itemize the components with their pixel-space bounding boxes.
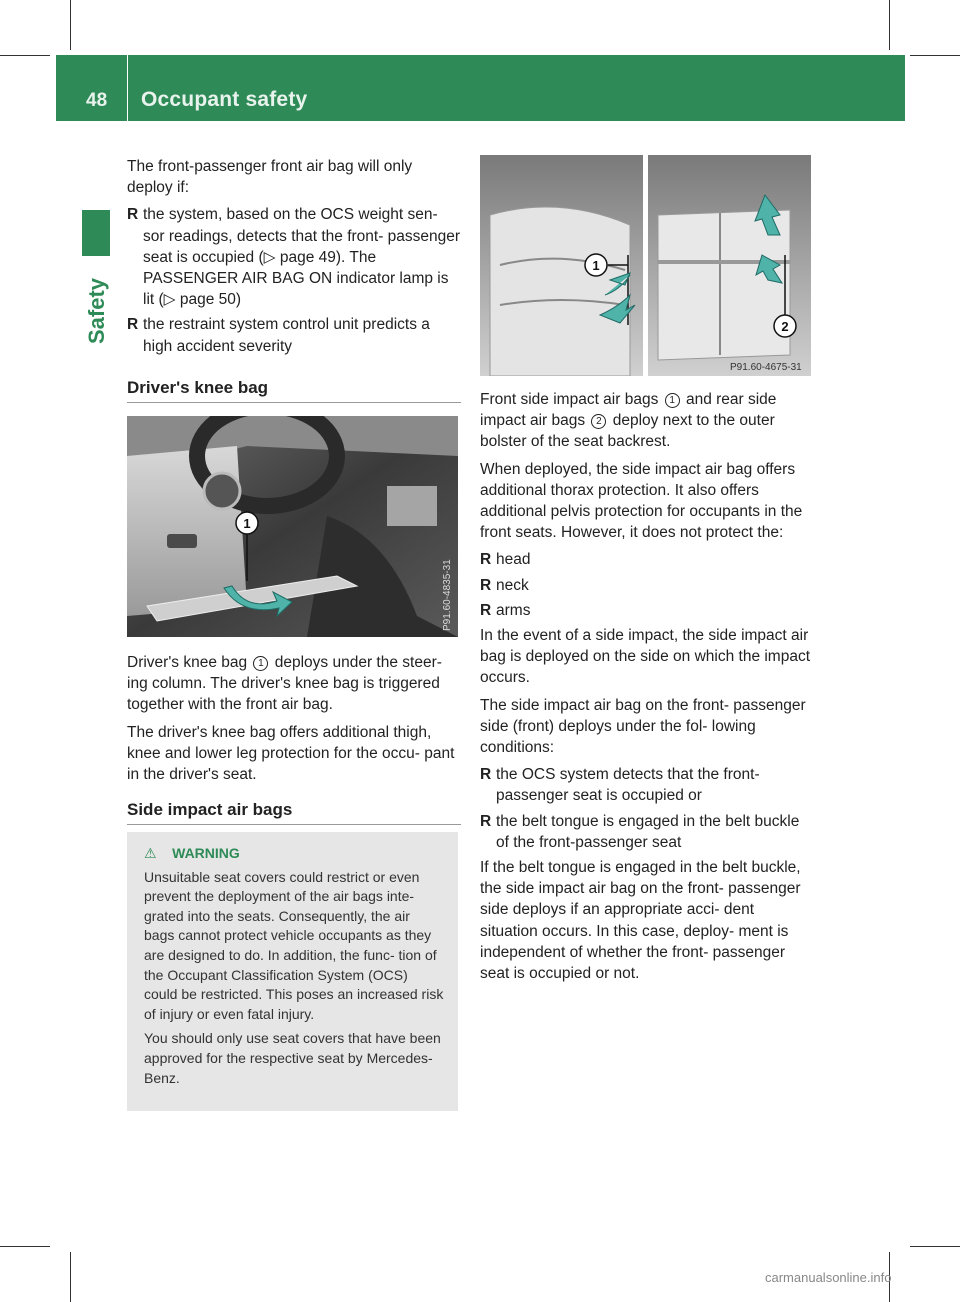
left-column-lower (127, 652, 461, 825)
header-divider (127, 55, 128, 121)
left-column (127, 156, 461, 403)
callout-ref-2: 2 (591, 414, 606, 429)
photo-code: P91.60-4675-31 (730, 362, 802, 373)
list-item: R the OCS system detects that the front- passenger seat is occupied or (480, 766, 760, 805)
list-item: R the belt tongue is engaged in the belt buckle of the front-passenger seat (480, 812, 800, 851)
warning-box (127, 832, 458, 1111)
callout-ref-1: 1 (253, 656, 268, 671)
knee-bag-protection-text: The driver's knee bag offers additional thigh, knee and lower leg protection for the occu- pant in the driver's seat. (127, 723, 455, 784)
side-impact-event: In the event of a side impact, the side impact air bag is deployed on the side on which the impact occurs. (480, 627, 811, 687)
warning-triangle-icon: ⚠ (144, 845, 157, 861)
section-heading-knee-bag: Driver's knee bag (127, 377, 461, 403)
list-item: R the restraint system control unit predicts a high accident severity (127, 316, 430, 355)
callout-1-seat: 1 (592, 258, 600, 273)
page-number: 48 (86, 90, 108, 111)
callout-2-seat: 2 (781, 319, 789, 334)
section-heading-side-impact: Side impact air bags (127, 799, 461, 825)
list-item: R neck (480, 576, 529, 594)
crop-mark (889, 0, 890, 50)
list-item: R head (480, 551, 531, 569)
side-impact-belt-text: If the belt tongue is engaged in the belt buckle, the side impact air bag on the front- passenger side deploys if an appropriate acci- dent situation occurs. In this case, deploy- ment is independent of whether the front- passenger seat is occupied or not. (480, 859, 801, 983)
list-item: R the system, based on the OCS weight sen- sor readings, detects that the front- passenger seat is occupied (▷ page 49). The PASSENGER AIR BAG ON indicator lamp is lit (▷ page 50) (127, 206, 461, 309)
warning-text: Unsuitable seat covers could restrict or even prevent the deployment of the air bags inte- grated into the seats. Consequently, the air bags cannot protect vehicle occupants as they are designed to do. In addition, the func- tion of the Occupant Classification System (OCS) could be restricted. This poses an increased risk of injury or even fatal injury. (144, 868, 444, 1022)
knee-bag-text: Driver's knee bag 1 deploys under the steer- ing column. The driver's knee bag is triggered together with the front air bag. (127, 654, 442, 714)
page-title: Occupant safety (141, 88, 308, 111)
right-column (480, 389, 814, 990)
section-tab (82, 210, 110, 256)
crop-mark (0, 55, 50, 56)
photo-code: P91.60-4835-31 (442, 559, 453, 631)
list-item: R arms (480, 601, 531, 619)
crop-mark (70, 1252, 71, 1302)
section-label: Safety (84, 277, 109, 345)
side-impact-protection: When deployed, the side impact air bag offers additional thorax protection. It also offers additional pelvis protection for occupants in the front seats. However, it does not protect the: (480, 460, 803, 542)
side-impact-intro: Front side impact air bags 1 and rear side impact air bags 2 deploy next to the outer bolster of the seat backrest. (480, 391, 777, 451)
side-impact-conditions-intro: The side impact air bag on the front- passenger side (front) deploys under the fol- lowing conditions: (480, 696, 806, 757)
crop-mark (910, 55, 960, 56)
intro-text: The front-passenger front air bag will only deploy if: (127, 158, 413, 197)
warning-title: ⚠ WARNING (144, 845, 240, 861)
crop-mark (910, 1246, 960, 1247)
watermark: carmanualsonline.info (765, 1270, 892, 1285)
knee-bag-photo (127, 416, 458, 637)
callout-1-knee: 1 (243, 516, 251, 531)
crop-mark (70, 0, 71, 50)
side-impact-airbag-photo (480, 155, 811, 376)
warning-advice: You should only use seat covers that have been approved for the respective seat by Mercedes-Benz. (144, 1030, 441, 1086)
callout-ref-1: 1 (665, 393, 680, 408)
crop-mark (0, 1246, 50, 1247)
